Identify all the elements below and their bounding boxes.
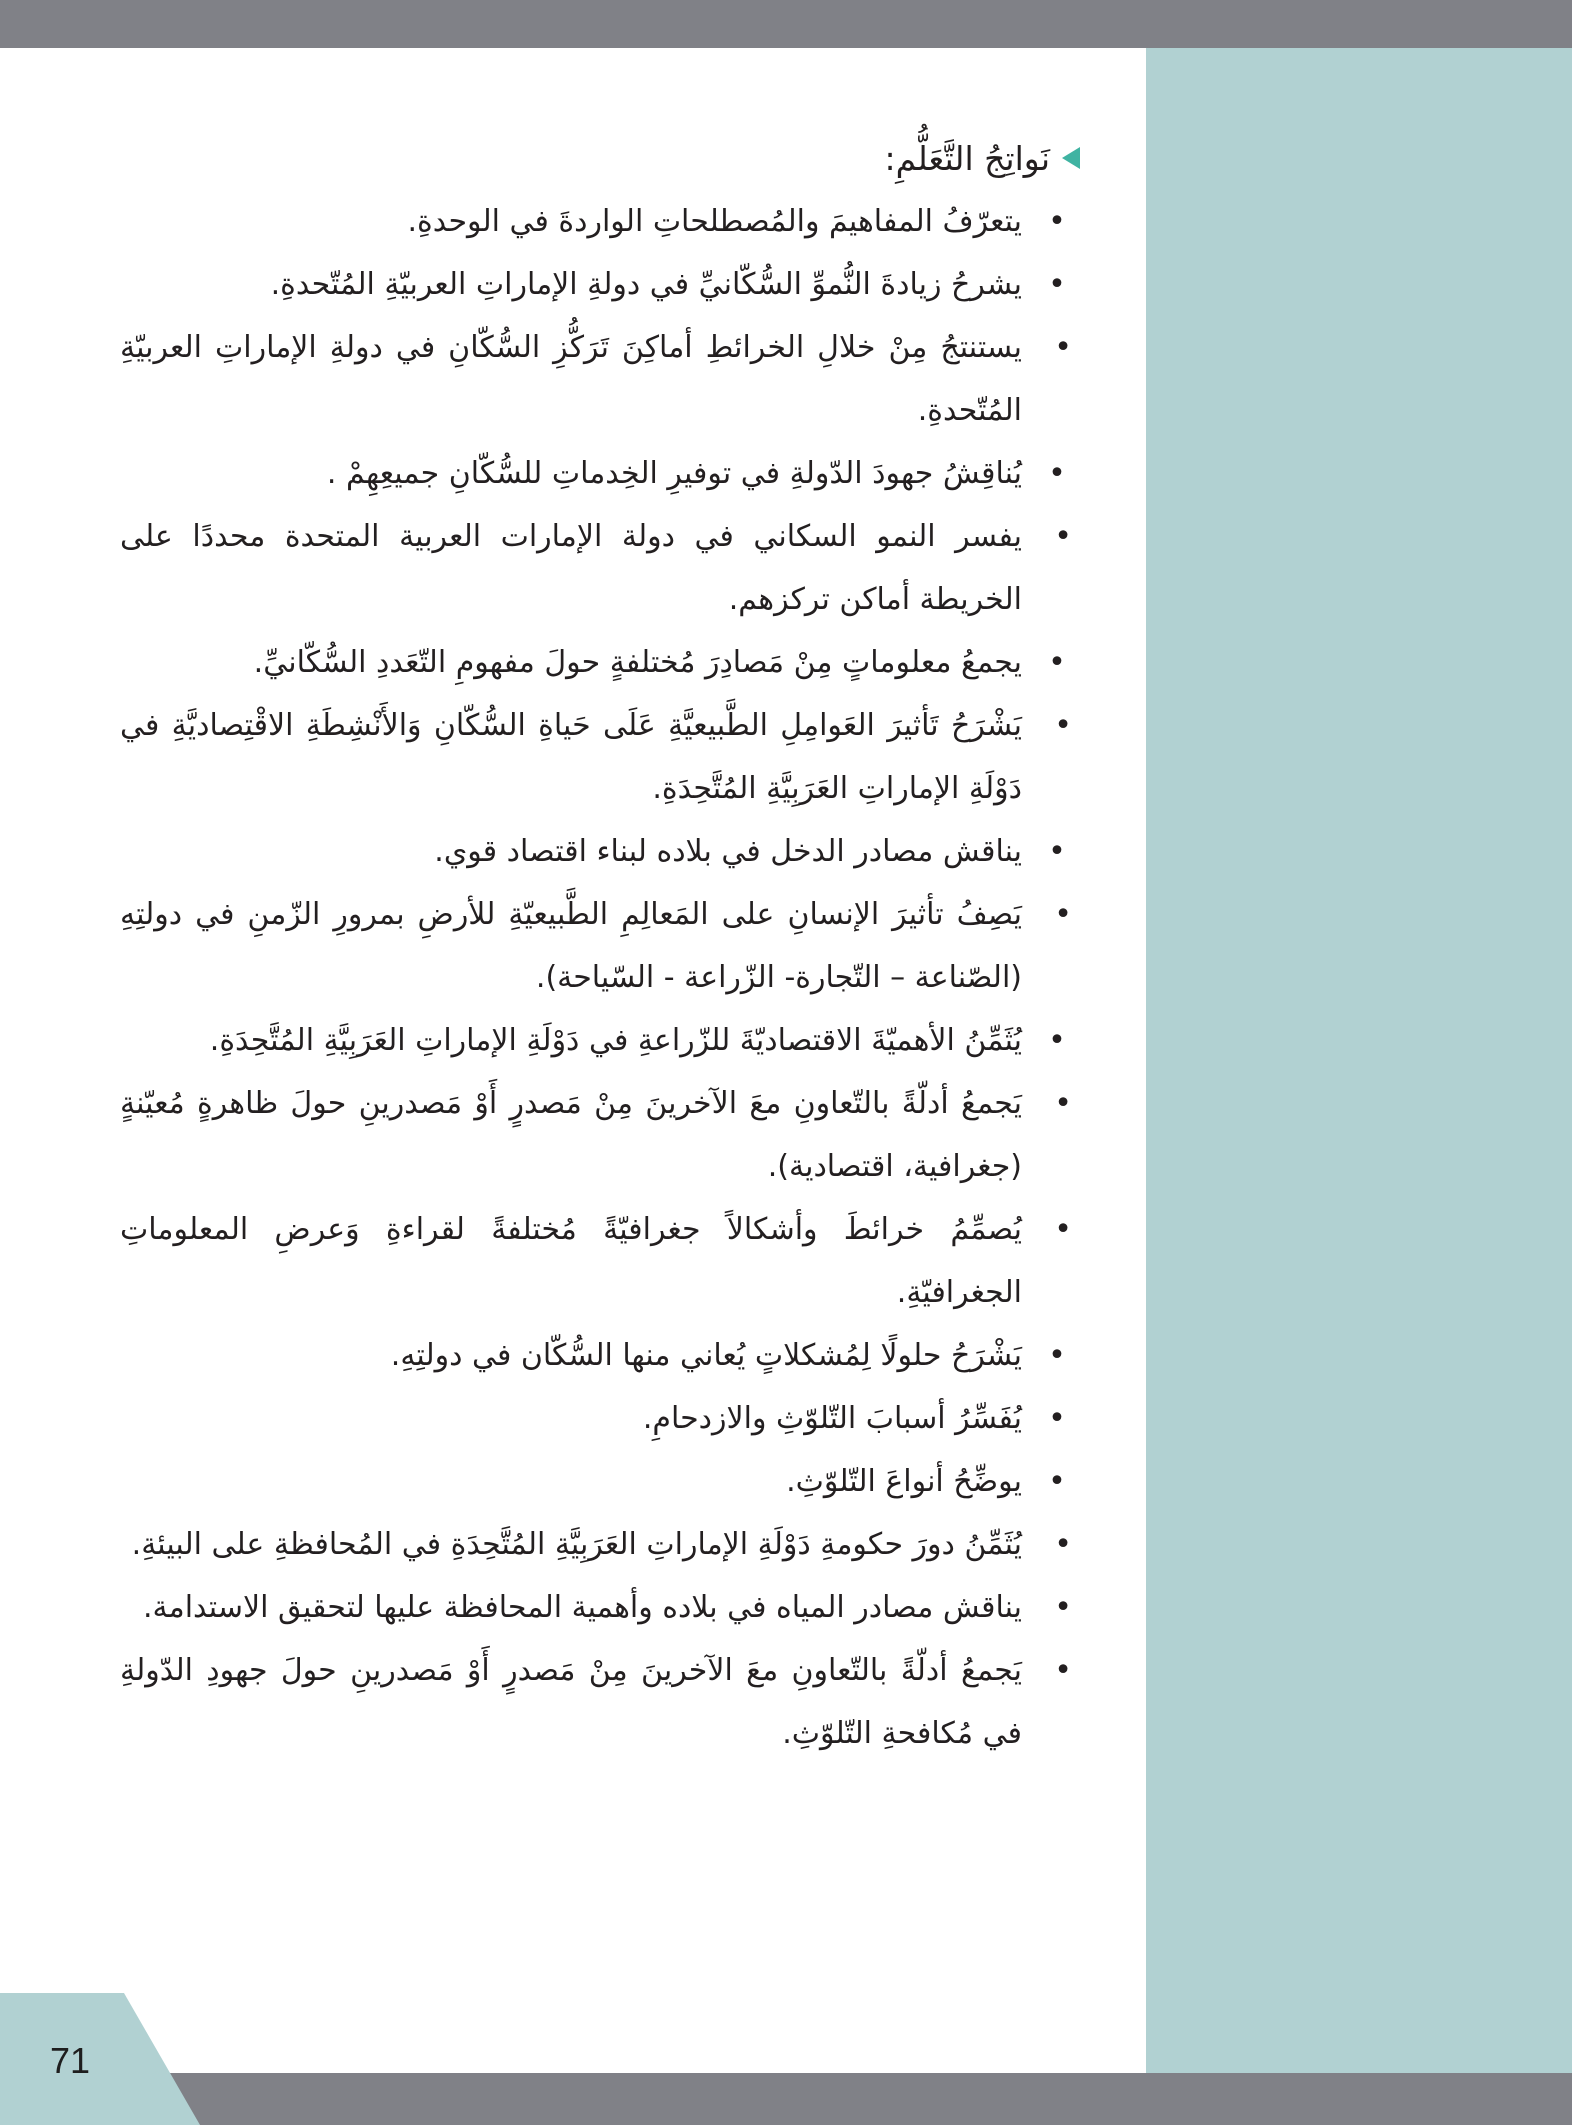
bullet-icon: • (1054, 708, 1072, 743)
list-item-text: يناقش مصادر الدخل في بلاده لبناء اقتصاد قوي. (434, 834, 1022, 869)
list-item (120, 1198, 1080, 1324)
side-panel (1146, 48, 1572, 2125)
bullet-icon: • (1048, 1023, 1066, 1058)
list-item-text: يَشْرَحُ تَأثيرَ العَوامِلِ الطَّبيعيَّةِ عَلَى حَياةِ السُّكّانِ وَالأَنْشِطَةِ الاقْتِصاديَّةِ في دَوْلَةِ الإماراتِ العَرَبِيَّةِ المُتَّحِدَةِ. (120, 708, 1022, 806)
list-item (120, 1072, 1080, 1198)
bullet-icon: • (1048, 267, 1066, 302)
list-item-text: يُفَسِّرُ أسبابَ التّلوّثِ والازدحامِ. (642, 1401, 1022, 1436)
bullet-icon: • (1054, 330, 1072, 365)
bullet-icon: • (1048, 645, 1066, 680)
list-item (120, 694, 1080, 820)
bullet-icon: • (1054, 1212, 1072, 1247)
learning-outcomes-section (120, 130, 1080, 1765)
list-item-text: يناقش مصادر المياه في بلاده وأهمية المحافظة عليها لتحقيق الاستدامة. (143, 1590, 1022, 1625)
bullet-icon: • (1054, 1086, 1072, 1121)
list-item-text: يُثَمِّنُ دورَ حكومةِ دَوْلَةِ الإماراتِ العَرَبِيَّةِ المُتَّحِدَةِ في المُحافظةِ على البيئةِ. (131, 1527, 1022, 1562)
outcomes-list (120, 190, 1080, 1765)
bullet-icon: • (1054, 897, 1072, 932)
bullet-icon: • (1048, 1338, 1066, 1373)
list-item-text: يُناقِشُ جهودَ الدّولةِ في توفيرِ الخِدماتِ للسُّكّانِ جميعِهِمْ . (326, 456, 1022, 491)
list-item (120, 316, 1080, 442)
bullet-icon: • (1048, 456, 1066, 491)
page-number-tab (0, 1993, 200, 2125)
list-item (120, 1009, 1080, 1072)
bullet-icon: • (1054, 1653, 1072, 1688)
list-item-text: يشرحُ زيادةَ النُّموِّ السُّكّانيِّ في دولةِ الإماراتِ العربيّةِ المُتّحدةِ. (270, 267, 1022, 302)
list-item-text: يجمعُ معلوماتٍ مِنْ مَصادِرَ مُختلفةٍ حولَ مفهومِ التّعَددِ السُّكّانيِّ. (253, 645, 1022, 680)
list-item (120, 1450, 1080, 1513)
list-item-text: يُصمِّمُ خرائطَ وأشكالاً جغرافيّةً مُختلفةً لقراءةِ وَعرضِ المعلوماتِ الجغرافيّةِ. (120, 1212, 1022, 1310)
list-item (120, 1576, 1080, 1639)
bullet-icon: • (1048, 1401, 1066, 1436)
bullet-icon: • (1054, 1590, 1072, 1625)
bottom-bar (0, 2073, 1572, 2125)
list-item (120, 442, 1080, 505)
bullet-icon: • (1048, 1464, 1066, 1499)
section-heading-row (120, 130, 1080, 186)
list-item-text: يوضِّحُ أنواعَ التّلوّثِ. (786, 1464, 1022, 1499)
list-item-text: يستنتجُ مِنْ خلالِ الخرائطِ أماكِنَ تَرَكُّزِ السُّكّانِ في دولةِ الإماراتِ العربيّةِ المُتّحدةِ. (120, 330, 1022, 428)
list-item (120, 883, 1080, 1009)
list-item (120, 631, 1080, 694)
page-number: 71 (50, 2040, 91, 2081)
list-item-text: يَصِفُ تأثيرَ الإنسانِ على المَعالِمِ الطَّبيعيّةِ للأرضِ بمرورِ الزّمنِ في دولتِهِ (الصّناعة – التّجارة- الزّراعة - السّياحة). (120, 897, 1022, 995)
list-item (120, 1387, 1080, 1450)
list-item (120, 1513, 1080, 1576)
list-item (120, 505, 1080, 631)
list-item-text: يُثَمِّنُ الأهميّةَ الاقتصاديّةَ للزّراعةِ في دَوْلَةِ الإماراتِ العَرَبِيَّةِ المُتَّحِدَةِ. (209, 1023, 1022, 1058)
list-item (120, 1324, 1080, 1387)
bullet-icon: • (1054, 519, 1072, 554)
list-item-text: يتعرّفُ المفاهيمَ والمُصطلحاتِ الواردةَ في الوحدةِ. (407, 204, 1022, 239)
list-item (120, 253, 1080, 316)
list-item-text: يفسر النمو السكاني في دولة الإمارات العربية المتحدة محددًا على الخريطة أماكن تركزهم. (120, 519, 1022, 617)
list-item-text: يَجمعُ أدلّةً بالتّعاونِ معَ الآخرينَ مِنْ مَصدرٍ أَوْ مَصدرينِ حولَ جهودِ الدّولةِ في مُكافحةِ التّلوّثِ. (120, 1653, 1022, 1751)
bullet-icon: • (1048, 204, 1066, 239)
list-item (120, 820, 1080, 883)
list-item-text: يَشْرَحُ حلولًا لِمُشكلاتٍ يُعاني منها السُّكّان في دولتِهِ. (390, 1338, 1022, 1373)
list-item-text: يَجمعُ أدلّةً بالتّعاونِ معَ الآخرينَ مِنْ مَصدرٍ أَوْ مَصدرينِ حولَ ظاهرةٍ مُعيّنةٍ (جغرافية، اقتصادية). (120, 1086, 1022, 1184)
top-bar (0, 0, 1572, 48)
triangle-left-icon (1062, 147, 1080, 169)
list-item (120, 1639, 1080, 1765)
section-heading: نَواتِجُ التَّعَلُّمِ: (884, 138, 1050, 178)
bullet-icon: • (1048, 834, 1066, 869)
bullet-icon: • (1054, 1527, 1072, 1562)
list-item (120, 190, 1080, 253)
